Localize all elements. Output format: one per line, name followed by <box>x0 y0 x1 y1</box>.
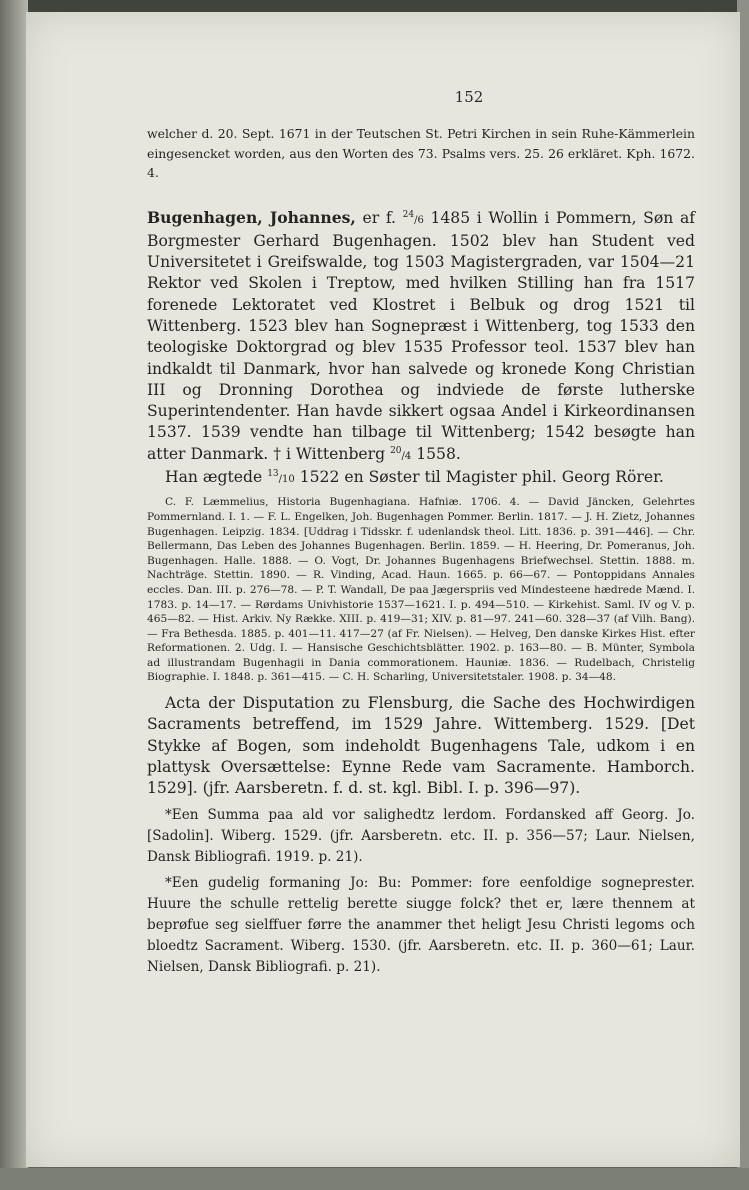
references-paragraph: C. F. Læmmelius, Historia Bugenhagiana. Hafniæ. 1706. 4. — David Jäncken, Gelehrtes Pommernland. I. 1. — F. L. Engelken, Joh. Bugenhagen Pommer. Berlin. 1817. — J. H. Zietz, Johannes Bugenhagen. Leipzig. 1834. [Uddrag i Tidsskr. f. udenlandsk theol. Litt. 1836. p. 391—446]. — Chr. Bellermann, Das Leben des Johannes Bugenhagen. Berlin. 1859. — H. Heering, Dr. Pomeranus, Joh. Bugenhagen. Halle. 1888. — O. Vogt, Dr. Johannes Bugenhagens Briefwechsel. Stettin. 1888. m. Nachträge. Stettin. 1890. — R. Vinding, Acad. Haun. 1665. p. 66—67. — Pontoppidans Annales eccles. Dan. III. p. 276—78. — P. T. Wandall, De paa Jægerspriis ved Mindesteene hædrede Mænd. I. 1783. p. 14—17. — Rørdams Univhistorie 1537—1621. I. p. 494—510. — Kirkehist. Saml. IV og V. p. 465—82. — Hist. Arkiv. Ny Række. XIII. p. 419—31; XIV. p. 81—97. 241—60. 328—37 (af Vilh. Bang). — Fra Bethesda. 1885. p. 401—11. 417—27 (af Fr. Nielsen). — Helveg, Den danske Kirkes Hist. efter Reformationen. 2. Udg. I. — Hansische Geschichtsblätter. 1902. p. 163—80. — B. Münter, Symbola ad illustrandam Bugenhagii in Dania commorationem. Hauniæ. 1836. — Rudelbach, Christelig Biographie. I. 1848. p. 361—415. — C. H. Scharling, Universitetstaler. 1908. p. 34—48. <box>147 496 695 684</box>
page-content <box>147 124 695 978</box>
intro-paragraph: welcher d. 20. Sept. 1671 in der Teutschen St. Petri Kirchen in sein Ruhe-Kämmerlein eingesencket worden, aus den Worten des 73. Psalms vers. 25. 26 erkläret. Kph. 1672. 4. <box>147 126 695 180</box>
work-item: *Een Summa paa ald vor salighedtz lerdom. Fordansked aff Georg. Jo. [Sadolin]. Wiberg. 1529. (jfr. Aarsberetn. etc. II. p. 356—57; Laur. Nielsen, Dansk Bibliografi. 1919. p. 21). <box>147 806 695 865</box>
work-item: *Een gudelig formaning Jo: Bu: Pommer: fore eenfoldige sogneprester. Huure the schulle rettelig berette siugge folck? thet er, lære thennem at beprøfue seg sielffuer førre the anammer thet heligt Jesu Christi legoms och bloedtz Sacrament. Wiberg. 1530. (jfr. Aarsberetn. etc. II. p. 360—61; Laur. Nielsen, Dansk Bibliografi. p. 21). <box>147 874 695 975</box>
entry-heading: Bugenhagen, Johannes, <box>147 207 356 227</box>
biography-entry: Bugenhagen, Johannes, er f. $^{24}$/6 1485 i Wollin i Pommern, Søn af Borgmester Gerhard Bugenhagen. 1502 blev han Student ved Universitetet i Greifswalde, tog 1503 Magistergraden, var 1504—21 Rektor ved Skolen i Treptow, med hvilken Stilling han fra 1517 forenede Lektoratet ved Klostret i Belbuk og drog 1521 til Wittenberg. 1523 blev han Sognepræst i Wittenberg, tog 1533 den teologiske Doktorgrad og blev 1535 Professor teol. 1537 blev han indkaldt til Danmark, hvor han salvede og kronede Kong Christian III og Dronning Dorothea og indviede de første lutherske Superintendenter. Han havde sikkert ogsaa Andel i Kirkeordinansen 1537. 1539 vendte han tilbage til Wittenberg; 1542 besøgte han atter Danmark. † i Wittenberg $^{20}$/4 1558. <box>147 207 696 463</box>
page-number: 152 <box>454 88 484 106</box>
scan-border-left <box>0 0 28 1190</box>
work-item: Acta der Disputation zu Flensburg, die Sache des Hochwirdigen Sacraments betreffend, im 1529 Jahre. Wittemberg. 1529. [Det Stykke af Bogen, som indeholdt Bugenhagens Tale, udkom i en plattysk Oversættelse: Eynne Rede vam Sacramente. Hamborch. 1529]. (jfr. Aarsberetn. f. d. st. kgl. Bibl. I. p. 396—97). <box>147 694 695 798</box>
scan-border-bottom <box>0 1168 749 1190</box>
marriage-line: Han ægtede $^{13}$/10 1522 en Søster til Magister phil. Georg Rörer. <box>165 468 664 487</box>
